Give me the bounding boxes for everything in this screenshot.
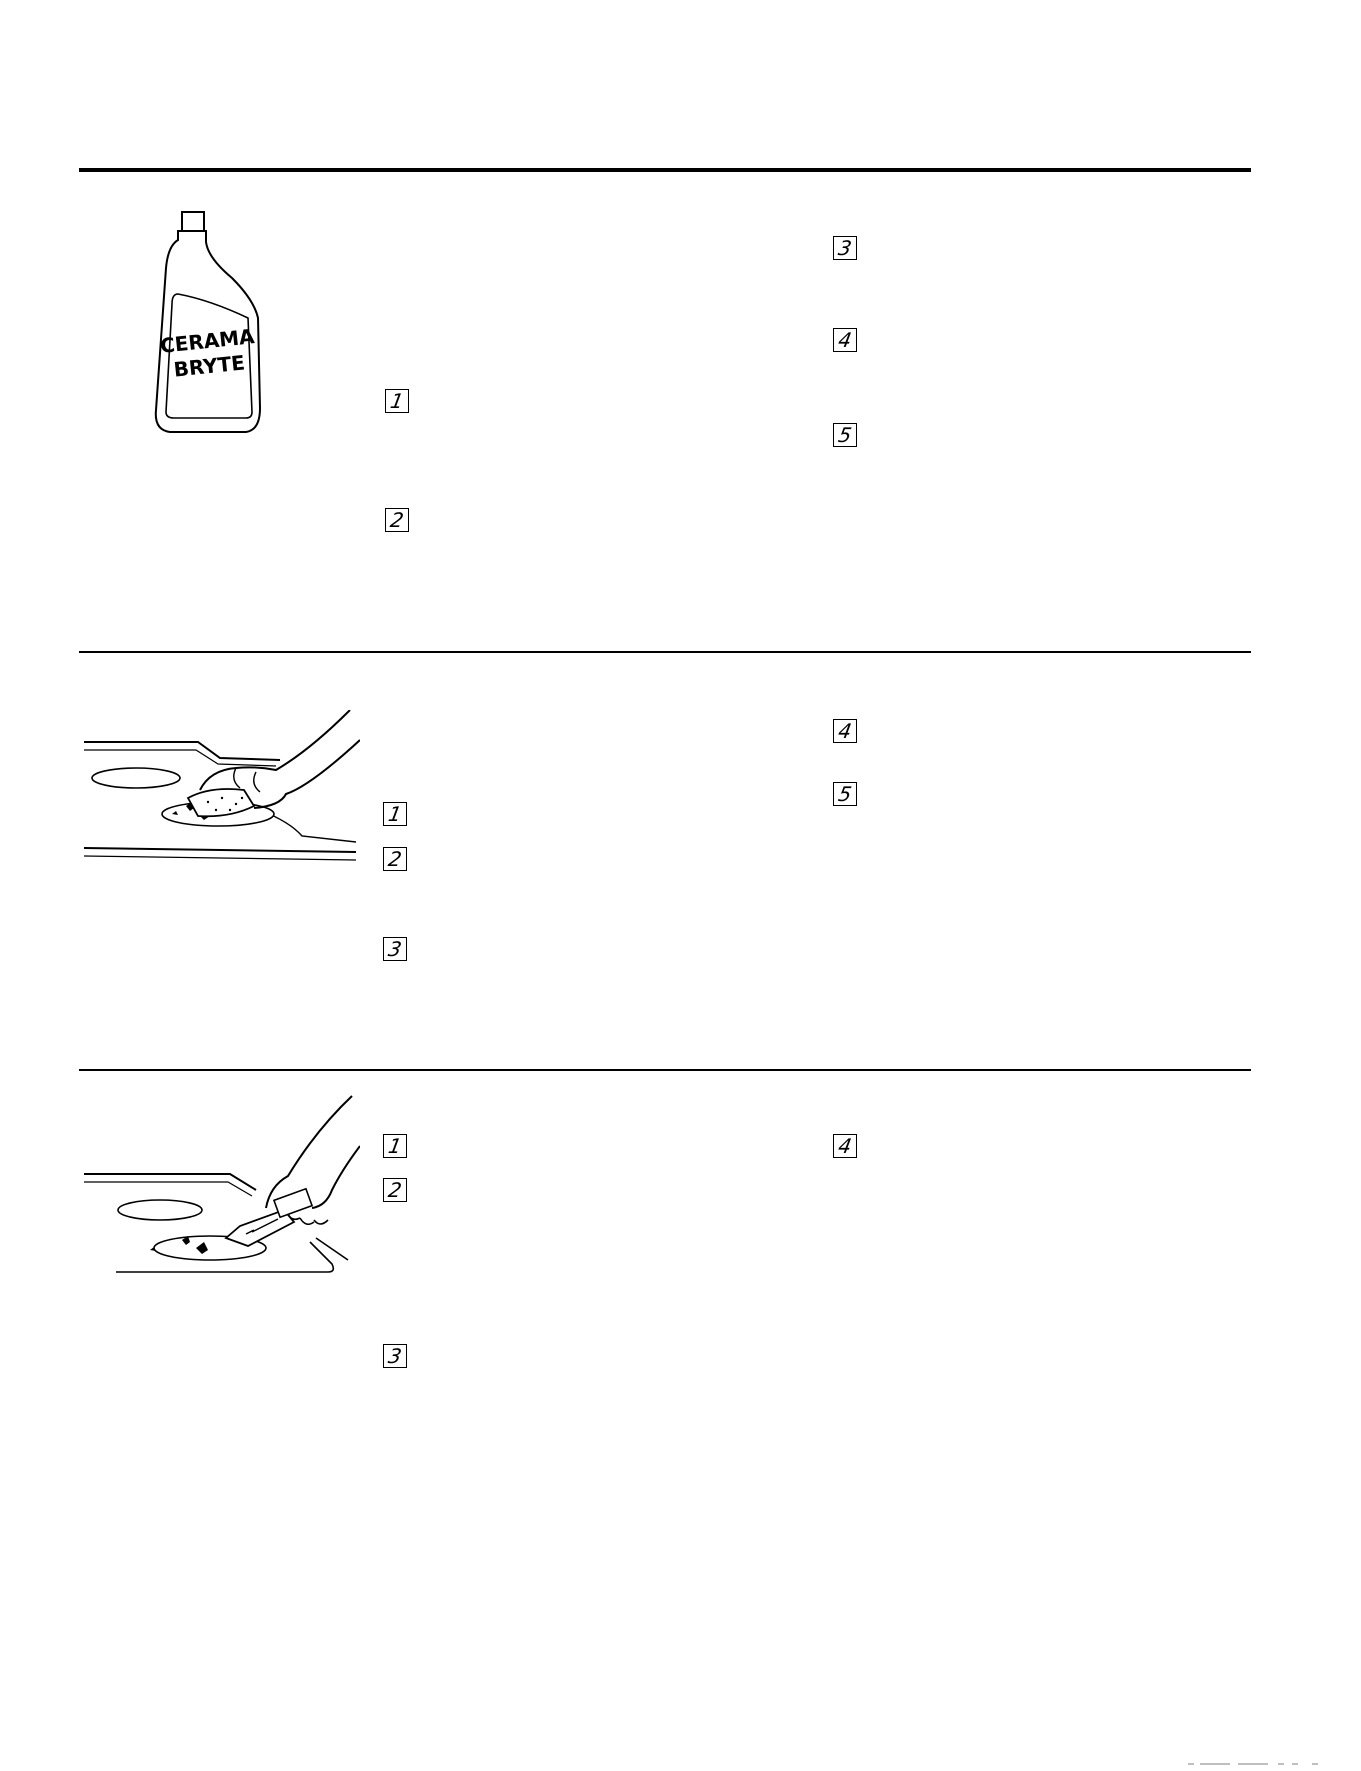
step-badge	[385, 508, 409, 532]
hand-wiping-cooktop-illustration	[80, 710, 360, 866]
step-number: 1	[386, 802, 404, 826]
step-badge	[833, 236, 857, 260]
step-badge	[833, 423, 857, 447]
step-number: 5	[836, 423, 854, 447]
step-number: 1	[388, 389, 406, 413]
step-badge	[383, 1178, 407, 1202]
step-number: 2	[388, 508, 406, 532]
step-badge	[833, 719, 857, 743]
footer-marks	[1188, 1752, 1328, 1758]
step-badge	[383, 1344, 407, 1368]
step-number: 2	[386, 1178, 404, 1202]
step-number: 4	[836, 1134, 854, 1158]
step-number: 2	[386, 847, 404, 871]
section-rule-top	[79, 168, 1251, 172]
step-number: 3	[386, 937, 404, 961]
step-number: 5	[836, 782, 854, 806]
step-badge	[833, 1134, 857, 1158]
step-number: 3	[386, 1344, 404, 1368]
hand-scraping-cooktop-illustration	[80, 1090, 360, 1280]
step-badge	[383, 937, 407, 961]
step-number: 4	[836, 328, 854, 352]
step-badge	[833, 782, 857, 806]
step-badge	[385, 389, 409, 413]
section-rule-middle	[79, 651, 1251, 653]
step-number: 3	[836, 236, 854, 260]
step-badge	[383, 802, 407, 826]
step-badge	[383, 847, 407, 871]
step-badge	[383, 1134, 407, 1158]
bottle-label-line2: BRYTE	[172, 350, 246, 382]
step-number: 1	[386, 1134, 404, 1158]
step-number: 4	[836, 719, 854, 743]
section-rule-bottom	[79, 1069, 1251, 1071]
bottle-label-line1: CERAMA	[158, 324, 256, 358]
cleaner-bottle-illustration	[150, 208, 270, 438]
step-badge	[833, 328, 857, 352]
